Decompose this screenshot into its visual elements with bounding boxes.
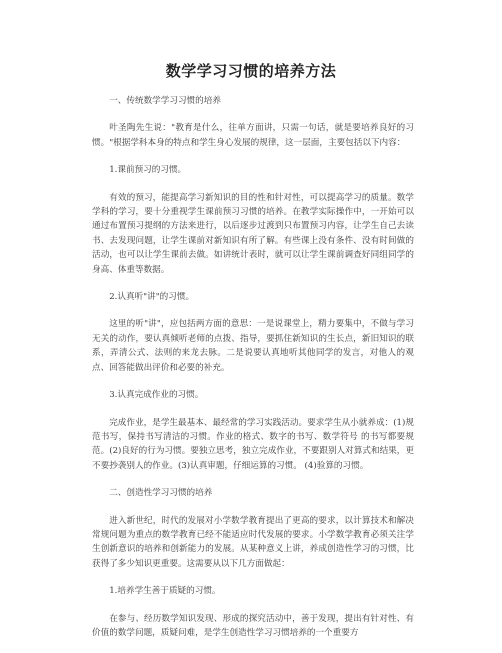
paragraph: 完成作业，是学生最基本、最经常的学习实践活动。要求学生从小就养成：(1)规范书写，保持书写清洁的习惯。作业的格式、数字的书写、数学符号 的书写都要规范。(2)良好的行为习惯。要独立思考，独立完成作业，不要跟别人对算式和结果，更不要抄袭别人的作业。(3)认真审题，仔细运算的习惯。 (4)验算的习惯。: [92, 417, 414, 471]
paragraph: 这里的听"讲"，应包括两方面的意思：一是说课堂上，精力要集中，不做与学习无关的动作，要认真倾听老师的点拨、指导，要抓住新知识的生长点，新旧知识的联系，弄清公式、法则的来龙去脉。二是说要认真地听其他同学的发言，对他人的观点、回答能做出评价和必要的补充。: [92, 319, 414, 373]
document-title: 数学学习习惯的培养方法: [165, 62, 337, 80]
section-heading: 二、创造性学习习惯的培养: [109, 488, 213, 499]
section-heading: 一、传统数学学习习惯的培养: [109, 96, 221, 106]
paragraph: 进入新世纪，时代的发展对小学数学教育提出了更高的要求，以计算技术和解决常规问题为重点的数学教育已经不能适应时代发展的要求。小学数学教育必须关注学生创新意识的培养和创新能力的发展。从某种意义上讲，养成创造性学习的习惯，比获得了多少知识更重要。这需要从以下几方面做起：: [92, 515, 414, 569]
subsection-heading: 3.认真完成作业的习惯。: [109, 390, 204, 401]
paragraph: 叶圣陶先生说："教育是什么，往单方面讲，只需一句话，就是要培养良好的习惯。"根据学科本身的特点和学生身心发展的规律，这一层面，主要包括以下内容：: [92, 123, 414, 148]
subsection-heading: 1.课前预习的习惯。: [109, 165, 187, 176]
document-body: [92, 94, 414, 653]
subsection-heading: 1.培养学生善于质疑的习惯。: [109, 586, 221, 597]
subsection-heading: 2.认真听"讲"的习惯。: [109, 292, 195, 303]
paragraph: 有效的预习，能提高学习新知识的目的性和针对性，可以提高学习的质量。数学学科的学习，要十分重视学生课前预习习惯的培养。在教学实际操作中，一开始可以通过布置预习提纲的方法来进行，以后逐步过渡到只布置预习内容，让学生自己去读书、去发现问题，让学生课前对新知识有所了解。有些课上没有条件、没有时间做的活动，也可以让学生课前去做。如讲统计表时，就可以让学生课前调查好同组同学的身高、体重等数据。: [92, 192, 414, 275]
paragraph: 在参与、经历数学知识发现、形成的探究活动中，善于发现，提出有针对性、有价值的数学问题，质疑问难，是学生创造性学习习惯培养的一个重要方: [92, 613, 414, 638]
